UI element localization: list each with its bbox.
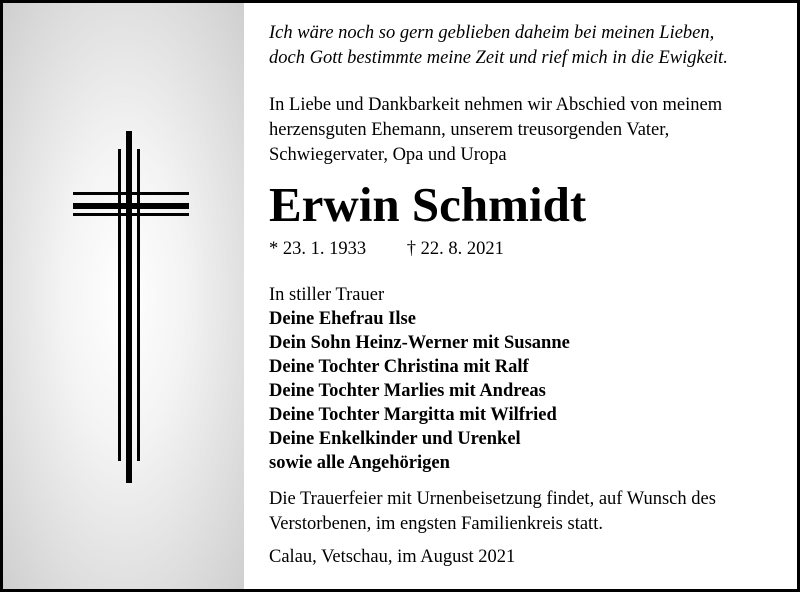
place-and-date: Calau, Vetschau, im August 2021: [269, 547, 516, 567]
funeral-notice: [269, 487, 789, 537]
death-date: † 22. 8. 2021: [406, 239, 504, 259]
cross-icon: [3, 3, 244, 589]
mourners-heading: In stiller Trauer: [269, 285, 385, 305]
mourner-entry: Deine Enkelkinder und Urenkel: [269, 429, 521, 449]
mourner-entry: Deine Tochter Marlies mit Andreas: [269, 381, 546, 401]
verse-line: Ich wäre noch so gern geblieben daheim bei meinen Lieben,: [269, 23, 715, 43]
mourner-entry: sowie alle Angehörigen: [269, 453, 450, 473]
mourner-entry: Deine Tochter Margitta mit Wilfried: [269, 405, 557, 425]
mourner-entry: Deine Ehefrau Ilse: [269, 309, 416, 329]
life-dates: [269, 237, 504, 262]
deceased-name: Erwin Schmidt: [269, 177, 587, 232]
farewell-intro: [269, 93, 789, 168]
intro-line: In Liebe und Dankbarkeit nehmen wir Abschied von meinem: [269, 95, 723, 115]
notice-line: Die Trauerfeier mit Urnenbeisetzung findet, auf Wunsch des: [269, 489, 716, 509]
birth-date: * 23. 1. 1933: [269, 239, 367, 259]
intro-line: Schwiegervater, Opa und Uropa: [269, 145, 507, 165]
mourner-entry: Dein Sohn Heinz-Werner mit Susanne: [269, 333, 570, 353]
verse-line: doch Gott bestimmte meine Zeit und rief mich in die Ewigkeit.: [269, 48, 728, 68]
intro-line: herzensguten Ehemann, unserem treusorgenden Vater,: [269, 120, 670, 140]
mourner-entry: Deine Tochter Christina mit Ralf: [269, 357, 529, 377]
notice-line: Verstorbenen, im engsten Familienkreis statt.: [269, 514, 603, 534]
decorative-side-panel: [3, 3, 244, 589]
mourners-list: [269, 283, 570, 475]
memorial-verse: [269, 21, 789, 71]
